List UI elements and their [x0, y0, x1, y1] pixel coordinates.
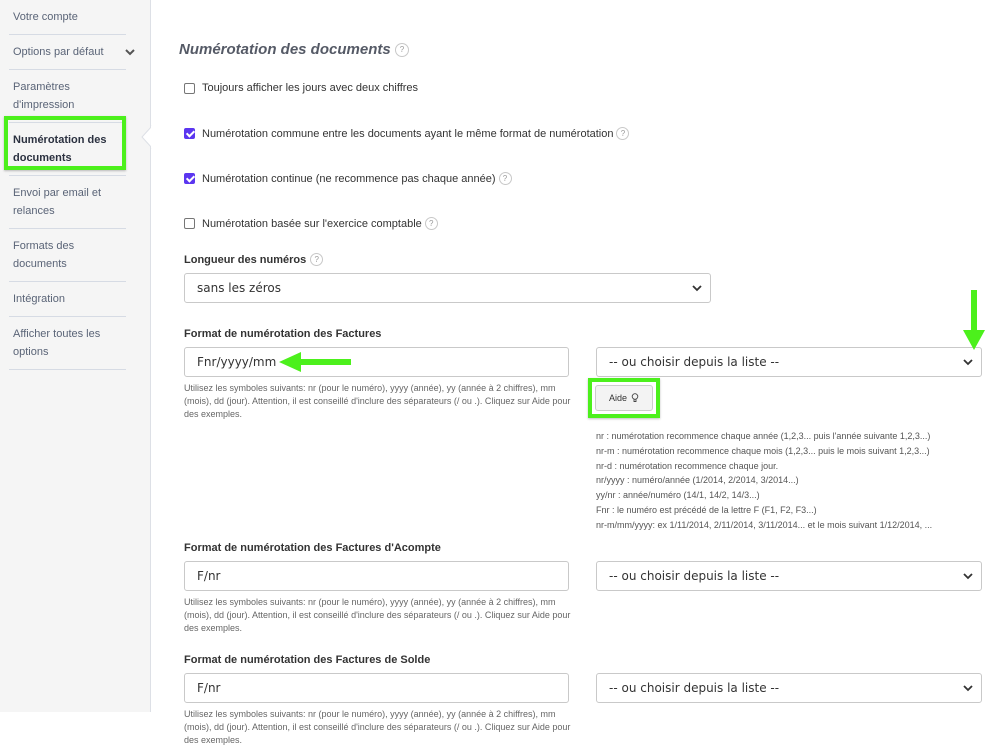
help-example: nr-d : numérotation recommence chaque jour.: [596, 460, 779, 471]
chevron-down-icon: [692, 284, 702, 292]
checkbox-label: Toujours afficher les jours avec deux chiffres: [202, 82, 419, 94]
invoice-format-select-value: -- ou choisir depuis la liste --: [609, 355, 780, 369]
sidebar-item-afficher-toutes-options[interactable]: [9, 317, 126, 370]
chevron-down-icon: [963, 358, 973, 366]
chevron-down-icon: [963, 684, 973, 692]
sidebar-item-label: Votre compte: [13, 11, 78, 23]
balance-invoice-format-value: F/nr: [197, 681, 221, 695]
annotation-arrow-left-icon: [279, 351, 351, 373]
settings-sidebar: [0, 0, 151, 712]
aide-button-label: Aide: [608, 393, 627, 403]
help-icon[interactable]: ?: [425, 217, 438, 230]
help-example: yy/nr : année/numéro (14/1, 14/2, 14/3...): [596, 490, 760, 501]
sidebar-item-parametres-impression[interactable]: [9, 70, 126, 123]
help-icon[interactable]: ?: [310, 253, 323, 266]
checkbox-row-two-digit-days[interactable]: [184, 82, 418, 94]
balance-invoice-format-hint: Utilisez les symboles suivants: nr (pour le numéro), yyyy (année), yy (année à 2 chiffres), mm (mois), dd (jour). Attention, il est conseillé d'inclure des séparateurs (/ ou .). Cliquez sur Aide pour des exemples.: [184, 709, 571, 745]
sidebar-item-label: Intégration: [13, 293, 65, 305]
deposit-invoice-format-label: [184, 542, 441, 554]
lightbulb-icon: [631, 393, 639, 403]
sidebar-item-label: Options par défaut: [13, 46, 104, 58]
sidebar-item-label: Afficher toutes les options: [13, 328, 101, 358]
sidebar-menu: [0, 0, 150, 370]
invoice-format-input[interactable]: [184, 347, 569, 377]
sidebar-item-formats-documents[interactable]: [9, 229, 126, 282]
sidebar-item-votre-compte[interactable]: [9, 0, 126, 35]
help-example: nr-m : numérotation recommence chaque mois (1,2,3... puis le mois suivant 1,2,3...): [596, 445, 930, 456]
sidebar-item-envoi-email-relances[interactable]: [9, 176, 126, 229]
sidebar-item-label: Paramètres d'impression: [13, 81, 75, 111]
length-label-text: Longueur des numéros: [184, 253, 307, 266]
sidebar-item-options-par-defaut[interactable]: [9, 35, 126, 70]
checkbox-row-continuous-numbering[interactable]: [184, 172, 512, 185]
length-label: [184, 253, 323, 266]
invoice-format-label-text: Format de numérotation des Factures: [184, 328, 382, 340]
page-title: [179, 41, 405, 58]
deposit-invoice-format-label-text: Format de numérotation des Factures d'Acompte: [184, 542, 441, 554]
numbering-help-examples: [596, 429, 932, 533]
invoice-format-value: Fnr/yyyy/mm: [197, 355, 277, 369]
balance-invoice-format-input[interactable]: [184, 673, 569, 703]
checkbox-label: Numérotation basée sur l'exercice comptable: [202, 217, 422, 230]
checkbox-row-common-numbering[interactable]: [184, 127, 629, 140]
help-icon[interactable]: ?: [395, 43, 409, 57]
balance-invoice-format-select[interactable]: [596, 673, 982, 703]
checkbox-label: Numérotation continue (ne recommence pas chaque année): [202, 172, 496, 185]
length-select-value: sans les zéros: [197, 281, 282, 295]
main-content: [151, 0, 1001, 745]
deposit-invoice-format-select-value: -- ou choisir depuis la liste --: [609, 569, 780, 583]
sidebar-item-numerotation-documents[interactable]: [9, 123, 126, 176]
help-example: nr-m/mm/yyyy: ex 1/11/2014, 2/11/2014, 3/11/2014... et le mois suivant 1/12/2014, ...: [596, 519, 933, 530]
checkbox-continuous-numbering[interactable]: [184, 173, 195, 184]
checkbox-two-digit-days[interactable]: [184, 83, 195, 94]
deposit-invoice-format-select[interactable]: [596, 561, 982, 591]
sidebar-item-label: Formats des documents: [13, 240, 75, 270]
sidebar-item-label: Envoi par email et relances: [13, 187, 102, 217]
chevron-down-icon: [124, 46, 136, 58]
highlight-box-aide: [588, 378, 660, 418]
help-example: nr : numérotation recommence chaque année (1,2,3... puis l'année suivante 1,2,3...): [596, 431, 931, 441]
sidebar-item-integration[interactable]: [9, 282, 126, 317]
help-example: Fnr : le numéro est précédé de la lettre F (F1, F2, F3...): [596, 504, 817, 515]
chevron-down-icon: [963, 572, 973, 580]
sidebar-item-label: Numérotation des documents: [13, 134, 107, 164]
invoice-format-select[interactable]: [596, 347, 982, 377]
annotation-arrow-down-icon: [963, 290, 985, 350]
deposit-invoice-format-input[interactable]: [184, 561, 569, 591]
checkbox-common-numbering[interactable]: [184, 128, 195, 139]
length-select[interactable]: [184, 273, 711, 303]
help-example: nr/yyyy : numéro/année (1/2014, 2/2014, 3/2014...): [596, 475, 799, 486]
page-title-text: Numérotation des documents: [179, 41, 391, 58]
invoice-format-label: [184, 328, 381, 340]
checkbox-row-fiscal-year[interactable]: [184, 217, 438, 230]
aide-button[interactable]: [595, 385, 653, 411]
checkbox-fiscal-year[interactable]: [184, 218, 195, 229]
help-icon[interactable]: ?: [499, 172, 512, 185]
balance-invoice-format-select-value: -- ou choisir depuis la liste --: [609, 681, 780, 695]
help-icon[interactable]: ?: [616, 127, 629, 140]
deposit-invoice-format-hint: Utilisez les symboles suivants: nr (pour le numéro), yyyy (année), yy (année à 2 chiffres), mm (mois), dd (jour). Attention, il est conseillé d'inclure des séparateurs (/ ou .). Cliquez sur Aide pour des exemples.: [184, 597, 571, 633]
checkbox-label: Numérotation commune entre les documents ayant le même format de numérotation: [202, 127, 614, 140]
balance-invoice-format-label: [184, 654, 430, 666]
invoice-format-hint: Utilisez les symboles suivants: nr (pour le numéro), yyyy (année), yy (année à 2 chiffres), mm (mois), dd (jour). Attention, il est conseillé d'inclure des séparateurs (/ ou .). Cliquez sur Aide pour des exemples.: [184, 383, 571, 419]
deposit-invoice-format-value: F/nr: [197, 569, 221, 583]
balance-invoice-format-label-text: Format de numérotation des Factures de Solde: [184, 654, 431, 666]
